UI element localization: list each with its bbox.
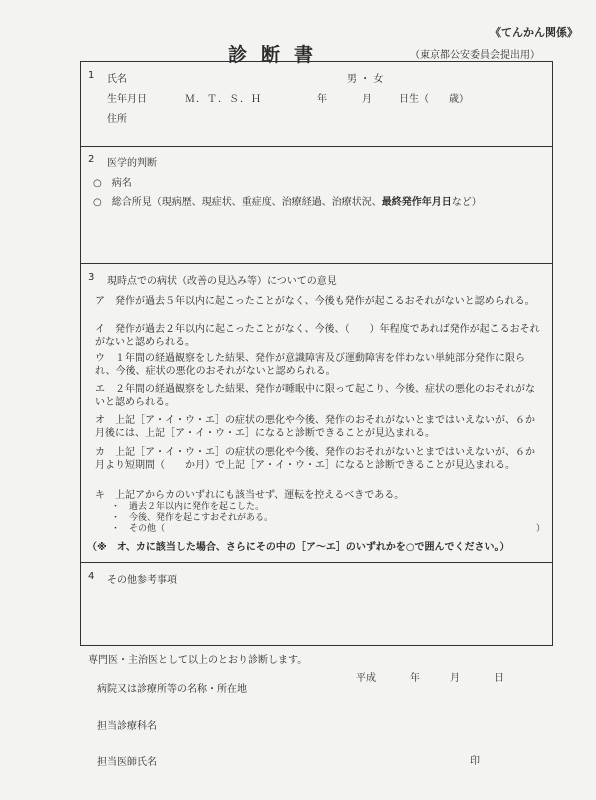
doctor-name-label: 担当医師氏名 [97,757,157,768]
dob-year: 年 [317,94,327,105]
opinion-item-ka[interactable]: カ 上記［ア・イ・ウ・エ］の症状の悪化や今後、発作のおそれがないとまではいえないが、６か月より短期間（ か月）で上記［ア・イ・ウ・エ］になると診断できることが見込まれる。 [95,447,535,471]
dob-day-age: 日生（ 歳） [399,94,469,105]
diagnosis-statement: 専門医・主治医として以上のとおり診断します。 [88,655,308,666]
section1-number: 1 [88,70,95,81]
opinion-item-a[interactable]: ア 発作が過去５年以内に起こったことがなく、今後も発作が起こるおそれがないと認められる。 [95,296,535,307]
section3-note: （※ オ、カに該当した場合、さらにその中の［ア～エ］のいずれかを○で囲んでください。） [87,542,510,553]
date-year: 年 [410,673,420,684]
section3-title: 現時点での病状（改善の見込み等）についての意見 [107,276,337,287]
last-seizure-date-label: 最終発作年月日 [381,197,452,208]
document-title: 診断書 [228,44,328,66]
form-table [80,61,553,646]
section4-number: 4 [88,571,95,582]
findings-suffix: など） [451,197,482,208]
section-divider [81,146,552,147]
seal-mark: 印 [470,756,480,767]
opinion-item-i[interactable]: イ 発作が過去２年以内に起こったことがなく、今後、（ ）年程度であれば発作が起こるおそれがないと認められる。 [95,324,540,348]
address-label: 住所 [107,114,127,125]
ki-reason-other: ・ その他（ [111,524,166,534]
dob-label: 生年月日 [107,94,147,105]
clinic-label: 病院又は診療所等の名称・所在地 [97,684,247,695]
dob-month: 月 [362,94,372,105]
title-note: （東京都公安委員会提出用） [410,50,540,61]
opinion-item-e[interactable]: エ ２年間の経過観察をした結果、発作が睡眠中に限って起こり、今後、症状の悪化のおそれがないと認められる。 [95,384,535,408]
section-divider [81,263,552,264]
opinion-item-ki[interactable]: キ 上記アからカのいずれにも該当せず、運転を控えるべきである。 [95,490,405,501]
diagnosis-item: ○ 病名 [93,178,132,189]
era-options[interactable]: Ｍ．Ｔ．Ｓ．Ｈ [185,94,262,105]
findings-text: ○ 総合所見（現病歴、現症状、重症度、治療経過、治療状況、 [93,197,382,208]
section3-number: 3 [88,272,95,283]
section-divider [81,562,552,563]
ki-reason-2: ・ 今後、発作を起こすおそれがある。 [111,513,274,523]
date-day: 日 [494,673,504,684]
section2-number: 2 [88,154,95,165]
opinion-item-u[interactable]: ウ １年間の経過観察をした結果、発作が意識障害及び運動障害を伴わない単純部分発作に限られ、今後、症状の悪化のおそれがないと認められる。 [95,353,525,377]
section4-title: その他参考事項 [107,575,177,586]
section2-title: 医学的判断 [107,158,157,169]
gender-options[interactable]: 男 ・ 女 [347,74,384,85]
category-tag: 《てんかん関係》 [490,26,578,39]
ki-reason-other-close: ） [536,524,546,534]
ki-reason-1: ・ 過去２年以内に発作を起こした。 [111,502,265,512]
date-month: 月 [450,673,460,684]
department-label: 担当診療科名 [97,721,157,732]
findings-item [93,193,482,208]
name-label: 氏名 [107,74,127,85]
opinion-item-o[interactable]: オ 上記［ア・イ・ウ・エ］の症状の悪化や今後、発作のおそれがないとまではいえないが、６か月後には、上記［ア・イ・ウ・エ］になると診断できることが見込まれる。 [95,415,535,439]
date-era: 平成 [356,673,376,684]
